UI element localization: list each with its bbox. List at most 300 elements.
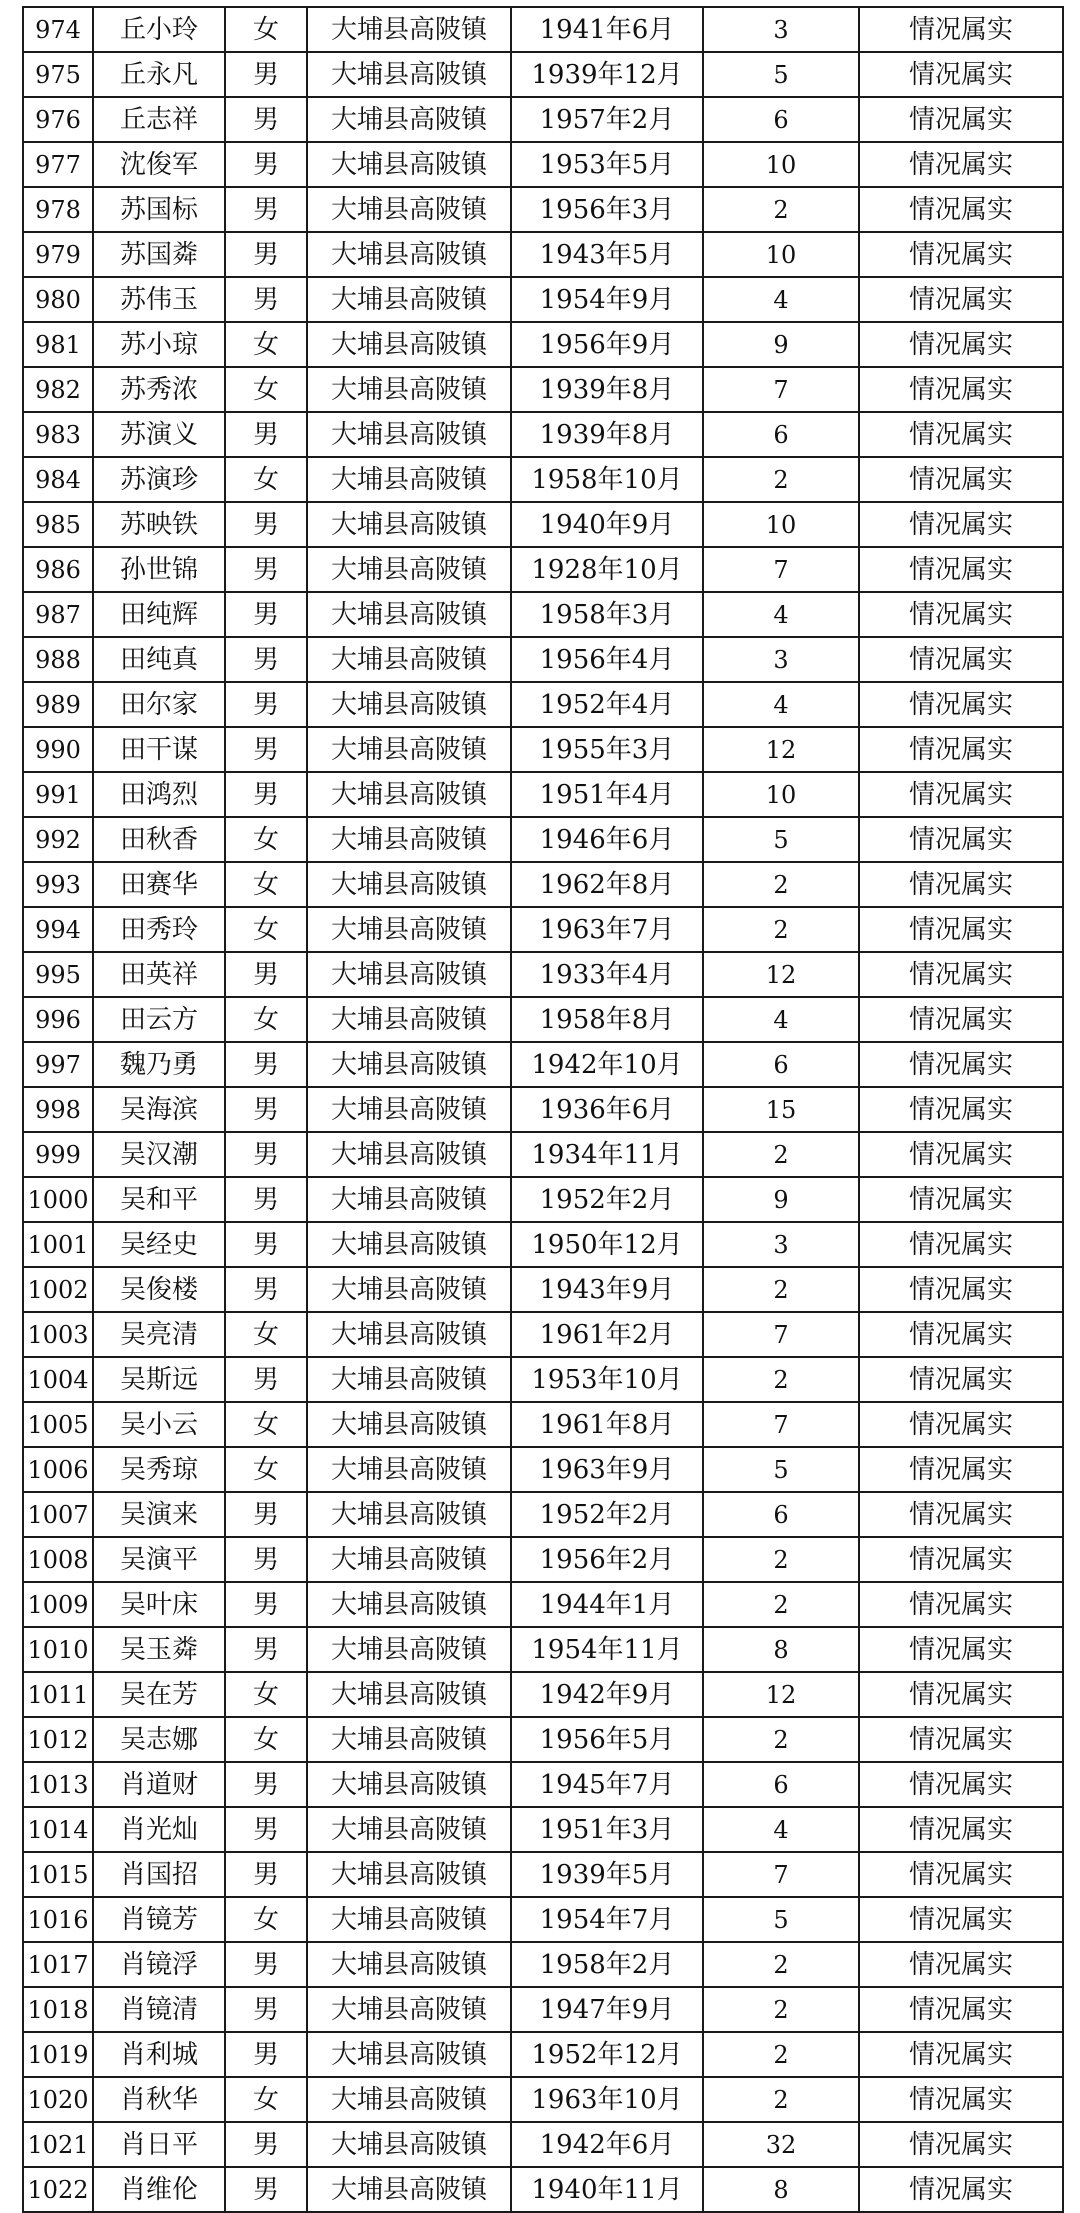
serial-number-cell: 992 <box>23 817 93 862</box>
gender-cell: 女 <box>225 1897 307 1942</box>
serial-number-cell: 997 <box>23 1042 93 1087</box>
birth-date-cell: 1958年2月 <box>511 1942 703 1987</box>
verification-status-cell: 情况属实 <box>859 1852 1063 1897</box>
serial-number-cell: 983 <box>23 412 93 457</box>
birth-date-cell: 1952年2月 <box>511 1492 703 1537</box>
birth-date-cell: 1933年4月 <box>511 952 703 997</box>
serial-number-cell: 978 <box>23 187 93 232</box>
birth-date-cell: 1934年11月 <box>511 1132 703 1177</box>
serial-number-cell: 1014 <box>23 1807 93 1852</box>
table-row <box>23 1402 1063 1447</box>
name-cell: 田英祥 <box>93 952 225 997</box>
gender-cell: 男 <box>225 1042 307 1087</box>
table-row <box>23 1807 1063 1852</box>
gender-cell: 男 <box>225 412 307 457</box>
verification-status-cell: 情况属实 <box>859 1222 1063 1267</box>
table-row <box>23 1762 1063 1807</box>
birth-date-cell: 1941年6月 <box>511 7 703 52</box>
gender-cell: 男 <box>225 1132 307 1177</box>
address-cell: 大埔县高陂镇 <box>307 1402 511 1447</box>
serial-number-cell: 1019 <box>23 2032 93 2077</box>
table-row <box>23 1537 1063 1582</box>
serial-number-cell: 980 <box>23 277 93 322</box>
gender-cell: 男 <box>225 772 307 817</box>
address-cell: 大埔县高陂镇 <box>307 907 511 952</box>
verification-status-cell: 情况属实 <box>859 862 1063 907</box>
name-cell: 吴志娜 <box>93 1717 225 1762</box>
birth-date-cell: 1957年2月 <box>511 97 703 142</box>
birth-date-cell: 1956年3月 <box>511 187 703 232</box>
address-cell: 大埔县高陂镇 <box>307 1357 511 1402</box>
gender-cell: 女 <box>225 2077 307 2122</box>
address-cell: 大埔县高陂镇 <box>307 1537 511 1582</box>
serial-number-cell: 977 <box>23 142 93 187</box>
verification-status-cell: 情况属实 <box>859 1132 1063 1177</box>
birth-date-cell: 1942年9月 <box>511 1672 703 1717</box>
table-row <box>23 2032 1063 2077</box>
address-cell: 大埔县高陂镇 <box>307 7 511 52</box>
verification-status-cell: 情况属实 <box>859 1942 1063 1987</box>
gender-cell: 男 <box>225 547 307 592</box>
gender-cell: 男 <box>225 2122 307 2167</box>
name-cell: 吴经史 <box>93 1222 225 1267</box>
birth-date-cell: 1947年9月 <box>511 1987 703 2032</box>
count-cell: 12 <box>703 952 859 997</box>
verification-status-cell: 情况属实 <box>859 322 1063 367</box>
birth-date-cell: 1952年4月 <box>511 682 703 727</box>
verification-status-cell: 情况属实 <box>859 1987 1063 2032</box>
birth-date-cell: 1942年6月 <box>511 2122 703 2167</box>
verification-status-cell: 情况属实 <box>859 997 1063 1042</box>
table-row <box>23 412 1063 457</box>
count-cell: 3 <box>703 1222 859 1267</box>
address-cell: 大埔县高陂镇 <box>307 1942 511 1987</box>
count-cell: 2 <box>703 2077 859 2122</box>
serial-number-cell: 1016 <box>23 1897 93 1942</box>
name-cell: 田赛华 <box>93 862 225 907</box>
address-cell: 大埔县高陂镇 <box>307 1852 511 1897</box>
table-row <box>23 1942 1063 1987</box>
name-cell: 田秋香 <box>93 817 225 862</box>
table-row <box>23 187 1063 232</box>
name-cell: 苏伟玉 <box>93 277 225 322</box>
count-cell: 3 <box>703 7 859 52</box>
gender-cell: 男 <box>225 1492 307 1537</box>
verification-status-cell: 情况属实 <box>859 2032 1063 2077</box>
serial-number-cell: 1009 <box>23 1582 93 1627</box>
name-cell: 苏国标 <box>93 187 225 232</box>
serial-number-cell: 998 <box>23 1087 93 1132</box>
gender-cell: 女 <box>225 1447 307 1492</box>
table-row <box>23 97 1063 142</box>
verification-status-cell: 情况属实 <box>859 1042 1063 1087</box>
count-cell: 2 <box>703 862 859 907</box>
birth-date-cell: 1942年10月 <box>511 1042 703 1087</box>
table-row <box>23 952 1063 997</box>
table-row <box>23 1267 1063 1312</box>
verification-status-cell: 情况属实 <box>859 1582 1063 1627</box>
gender-cell: 女 <box>225 1672 307 1717</box>
serial-number-cell: 981 <box>23 322 93 367</box>
count-cell: 5 <box>703 52 859 97</box>
address-cell: 大埔县高陂镇 <box>307 1312 511 1357</box>
serial-number-cell: 1001 <box>23 1222 93 1267</box>
serial-number-cell: 994 <box>23 907 93 952</box>
verification-status-cell: 情况属实 <box>859 1807 1063 1852</box>
serial-number-cell: 1008 <box>23 1537 93 1582</box>
count-cell: 2 <box>703 1132 859 1177</box>
birth-date-cell: 1956年9月 <box>511 322 703 367</box>
table-row <box>23 367 1063 412</box>
birth-date-cell: 1958年3月 <box>511 592 703 637</box>
count-cell: 2 <box>703 2032 859 2077</box>
address-cell: 大埔县高陂镇 <box>307 142 511 187</box>
name-cell: 魏乃勇 <box>93 1042 225 1087</box>
name-cell: 吴和平 <box>93 1177 225 1222</box>
verification-status-cell: 情况属实 <box>859 1177 1063 1222</box>
verification-status-cell: 情况属实 <box>859 1627 1063 1672</box>
table-row <box>23 772 1063 817</box>
address-cell: 大埔县高陂镇 <box>307 322 511 367</box>
name-cell: 吴玉粦 <box>93 1627 225 1672</box>
address-cell: 大埔县高陂镇 <box>307 1267 511 1312</box>
name-cell: 吴斯远 <box>93 1357 225 1402</box>
address-cell: 大埔县高陂镇 <box>307 862 511 907</box>
table-row <box>23 997 1063 1042</box>
birth-date-cell: 1946年6月 <box>511 817 703 862</box>
verification-status-cell: 情况属实 <box>859 367 1063 412</box>
count-cell: 6 <box>703 1492 859 1537</box>
table-row <box>23 7 1063 52</box>
address-cell: 大埔县高陂镇 <box>307 1762 511 1807</box>
address-cell: 大埔县高陂镇 <box>307 52 511 97</box>
gender-cell: 女 <box>225 817 307 862</box>
count-cell: 9 <box>703 322 859 367</box>
table-row <box>23 1627 1063 1672</box>
address-cell: 大埔县高陂镇 <box>307 1132 511 1177</box>
gender-cell: 男 <box>225 1087 307 1132</box>
verification-status-cell: 情况属实 <box>859 142 1063 187</box>
verification-status-cell: 情况属实 <box>859 682 1063 727</box>
gender-cell: 女 <box>225 7 307 52</box>
address-cell: 大埔县高陂镇 <box>307 367 511 412</box>
serial-number-cell: 990 <box>23 727 93 772</box>
record-table <box>22 6 1064 2213</box>
birth-date-cell: 1963年7月 <box>511 907 703 952</box>
count-cell: 4 <box>703 1807 859 1852</box>
serial-number-cell: 993 <box>23 862 93 907</box>
table-row <box>23 1987 1063 2032</box>
count-cell: 2 <box>703 457 859 502</box>
table-row <box>23 1897 1063 1942</box>
birth-date-cell: 1939年8月 <box>511 412 703 457</box>
name-cell: 田云方 <box>93 997 225 1042</box>
table-row <box>23 592 1063 637</box>
count-cell: 2 <box>703 1717 859 1762</box>
gender-cell: 男 <box>225 2032 307 2077</box>
verification-status-cell: 情况属实 <box>859 1312 1063 1357</box>
address-cell: 大埔县高陂镇 <box>307 277 511 322</box>
serial-number-cell: 976 <box>23 97 93 142</box>
table-row <box>23 547 1063 592</box>
verification-status-cell: 情况属实 <box>859 637 1063 682</box>
serial-number-cell: 1004 <box>23 1357 93 1402</box>
table-row <box>23 1312 1063 1357</box>
birth-date-cell: 1940年11月 <box>511 2167 703 2212</box>
serial-number-cell: 1022 <box>23 2167 93 2212</box>
gender-cell: 男 <box>225 1267 307 1312</box>
gender-cell: 女 <box>225 457 307 502</box>
count-cell: 15 <box>703 1087 859 1132</box>
verification-status-cell: 情况属实 <box>859 52 1063 97</box>
address-cell: 大埔县高陂镇 <box>307 727 511 772</box>
gender-cell: 男 <box>225 1762 307 1807</box>
table-row <box>23 1222 1063 1267</box>
serial-number-cell: 1000 <box>23 1177 93 1222</box>
address-cell: 大埔县高陂镇 <box>307 637 511 682</box>
serial-number-cell: 1017 <box>23 1942 93 1987</box>
birth-date-cell: 1963年10月 <box>511 2077 703 2122</box>
name-cell: 肖维伦 <box>93 2167 225 2212</box>
birth-date-cell: 1954年9月 <box>511 277 703 322</box>
birth-date-cell: 1944年1月 <box>511 1582 703 1627</box>
birth-date-cell: 1952年2月 <box>511 1177 703 1222</box>
birth-date-cell: 1939年5月 <box>511 1852 703 1897</box>
serial-number-cell: 1002 <box>23 1267 93 1312</box>
verification-status-cell: 情况属实 <box>859 727 1063 772</box>
birth-date-cell: 1954年7月 <box>511 1897 703 1942</box>
serial-number-cell: 1015 <box>23 1852 93 1897</box>
address-cell: 大埔县高陂镇 <box>307 1492 511 1537</box>
table-row <box>23 1042 1063 1087</box>
name-cell: 肖利城 <box>93 2032 225 2077</box>
address-cell: 大埔县高陂镇 <box>307 2077 511 2122</box>
table-row <box>23 1087 1063 1132</box>
gender-cell: 男 <box>225 502 307 547</box>
count-cell: 6 <box>703 412 859 457</box>
address-cell: 大埔县高陂镇 <box>307 232 511 277</box>
serial-number-cell: 975 <box>23 52 93 97</box>
birth-date-cell: 1954年11月 <box>511 1627 703 1672</box>
name-cell: 吴小云 <box>93 1402 225 1447</box>
address-cell: 大埔县高陂镇 <box>307 2032 511 2077</box>
verification-status-cell: 情况属实 <box>859 1492 1063 1537</box>
gender-cell: 男 <box>225 97 307 142</box>
gender-cell: 男 <box>225 1627 307 1672</box>
count-cell: 4 <box>703 997 859 1042</box>
verification-status-cell: 情况属实 <box>859 1897 1063 1942</box>
serial-number-cell: 999 <box>23 1132 93 1177</box>
table-row <box>23 817 1063 862</box>
table-row <box>23 682 1063 727</box>
verification-status-cell: 情况属实 <box>859 952 1063 997</box>
birth-date-cell: 1953年10月 <box>511 1357 703 1402</box>
name-cell: 肖镜芳 <box>93 1897 225 1942</box>
address-cell: 大埔县高陂镇 <box>307 547 511 592</box>
gender-cell: 男 <box>225 1987 307 2032</box>
verification-status-cell: 情况属实 <box>859 1447 1063 1492</box>
count-cell: 12 <box>703 727 859 772</box>
address-cell: 大埔县高陂镇 <box>307 1627 511 1672</box>
count-cell: 2 <box>703 1582 859 1627</box>
name-cell: 肖镜清 <box>93 1987 225 2032</box>
count-cell: 5 <box>703 817 859 862</box>
birth-date-cell: 1961年2月 <box>511 1312 703 1357</box>
verification-status-cell: 情况属实 <box>859 1717 1063 1762</box>
serial-number-cell: 974 <box>23 7 93 52</box>
table-row <box>23 502 1063 547</box>
verification-status-cell: 情况属实 <box>859 1762 1063 1807</box>
name-cell: 吴汉潮 <box>93 1132 225 1177</box>
birth-date-cell: 1958年8月 <box>511 997 703 1042</box>
name-cell: 肖日平 <box>93 2122 225 2167</box>
count-cell: 4 <box>703 592 859 637</box>
count-cell: 2 <box>703 1987 859 2032</box>
count-cell: 7 <box>703 547 859 592</box>
gender-cell: 男 <box>225 1582 307 1627</box>
serial-number-cell: 1020 <box>23 2077 93 2122</box>
name-cell: 丘永凡 <box>93 52 225 97</box>
address-cell: 大埔县高陂镇 <box>307 1717 511 1762</box>
gender-cell: 女 <box>225 322 307 367</box>
name-cell: 吴亮清 <box>93 1312 225 1357</box>
address-cell: 大埔县高陂镇 <box>307 1987 511 2032</box>
count-cell: 2 <box>703 1537 859 1582</box>
verification-status-cell: 情况属实 <box>859 7 1063 52</box>
gender-cell: 男 <box>225 1852 307 1897</box>
serial-number-cell: 1003 <box>23 1312 93 1357</box>
verification-status-cell: 情况属实 <box>859 1537 1063 1582</box>
serial-number-cell: 982 <box>23 367 93 412</box>
table-row <box>23 1132 1063 1177</box>
serial-number-cell: 1018 <box>23 1987 93 2032</box>
birth-date-cell: 1939年12月 <box>511 52 703 97</box>
name-cell: 吴演平 <box>93 1537 225 1582</box>
address-cell: 大埔县高陂镇 <box>307 2122 511 2167</box>
address-cell: 大埔县高陂镇 <box>307 502 511 547</box>
birth-date-cell: 1950年12月 <box>511 1222 703 1267</box>
gender-cell: 女 <box>225 862 307 907</box>
verification-status-cell: 情况属实 <box>859 97 1063 142</box>
serial-number-cell: 1013 <box>23 1762 93 1807</box>
table-row <box>23 322 1063 367</box>
verification-status-cell: 情况属实 <box>859 1087 1063 1132</box>
gender-cell: 女 <box>225 907 307 952</box>
verification-status-cell: 情况属实 <box>859 772 1063 817</box>
address-cell: 大埔县高陂镇 <box>307 187 511 232</box>
count-cell: 12 <box>703 1672 859 1717</box>
serial-number-cell: 1021 <box>23 2122 93 2167</box>
address-cell: 大埔县高陂镇 <box>307 1672 511 1717</box>
birth-date-cell: 1956年4月 <box>511 637 703 682</box>
count-cell: 7 <box>703 367 859 412</box>
name-cell: 苏演珍 <box>93 457 225 502</box>
serial-number-cell: 985 <box>23 502 93 547</box>
count-cell: 6 <box>703 97 859 142</box>
serial-number-cell: 988 <box>23 637 93 682</box>
count-cell: 4 <box>703 277 859 322</box>
address-cell: 大埔县高陂镇 <box>307 412 511 457</box>
serial-number-cell: 1011 <box>23 1672 93 1717</box>
count-cell: 8 <box>703 1627 859 1672</box>
address-cell: 大埔县高陂镇 <box>307 1042 511 1087</box>
name-cell: 苏小琼 <box>93 322 225 367</box>
table-row <box>23 232 1063 277</box>
count-cell: 10 <box>703 232 859 277</box>
name-cell: 肖光灿 <box>93 1807 225 1852</box>
serial-number-cell: 989 <box>23 682 93 727</box>
name-cell: 苏国粦 <box>93 232 225 277</box>
count-cell: 3 <box>703 637 859 682</box>
table-row <box>23 52 1063 97</box>
verification-status-cell: 情况属实 <box>859 907 1063 952</box>
table-row <box>23 637 1063 682</box>
name-cell: 苏演义 <box>93 412 225 457</box>
table-row <box>23 1447 1063 1492</box>
verification-status-cell: 情况属实 <box>859 817 1063 862</box>
name-cell: 孙世锦 <box>93 547 225 592</box>
birth-date-cell: 1936年6月 <box>511 1087 703 1132</box>
table-row <box>23 862 1063 907</box>
name-cell: 田尔家 <box>93 682 225 727</box>
table-row <box>23 1717 1063 1762</box>
address-cell: 大埔县高陂镇 <box>307 2167 511 2212</box>
gender-cell: 男 <box>225 1177 307 1222</box>
table-row <box>23 277 1063 322</box>
table-row <box>23 2167 1063 2212</box>
name-cell: 吴叶床 <box>93 1582 225 1627</box>
serial-number-cell: 987 <box>23 592 93 637</box>
birth-date-cell: 1962年8月 <box>511 862 703 907</box>
serial-number-cell: 1006 <box>23 1447 93 1492</box>
gender-cell: 男 <box>225 682 307 727</box>
table-row <box>23 2122 1063 2167</box>
count-cell: 2 <box>703 907 859 952</box>
count-cell: 10 <box>703 142 859 187</box>
verification-status-cell: 情况属实 <box>859 1402 1063 1447</box>
verification-status-cell: 情况属实 <box>859 277 1063 322</box>
address-cell: 大埔县高陂镇 <box>307 1447 511 1492</box>
gender-cell: 男 <box>225 187 307 232</box>
name-cell: 田纯真 <box>93 637 225 682</box>
birth-date-cell: 1955年3月 <box>511 727 703 772</box>
name-cell: 肖道财 <box>93 1762 225 1807</box>
gender-cell: 男 <box>225 1807 307 1852</box>
table-row <box>23 907 1063 952</box>
name-cell: 苏秀浓 <box>93 367 225 412</box>
verification-status-cell: 情况属实 <box>859 2122 1063 2167</box>
birth-date-cell: 1952年12月 <box>511 2032 703 2077</box>
name-cell: 吴演来 <box>93 1492 225 1537</box>
serial-number-cell: 1010 <box>23 1627 93 1672</box>
count-cell: 2 <box>703 187 859 232</box>
gender-cell: 女 <box>225 367 307 412</box>
verification-status-cell: 情况属实 <box>859 2167 1063 2212</box>
gender-cell: 男 <box>225 1537 307 1582</box>
serial-number-cell: 984 <box>23 457 93 502</box>
gender-cell: 女 <box>225 1717 307 1762</box>
serial-number-cell: 1007 <box>23 1492 93 1537</box>
count-cell: 6 <box>703 1042 859 1087</box>
name-cell: 田干谋 <box>93 727 225 772</box>
birth-date-cell: 1939年8月 <box>511 367 703 412</box>
birth-date-cell: 1951年3月 <box>511 1807 703 1852</box>
name-cell: 吴海滨 <box>93 1087 225 1132</box>
count-cell: 5 <box>703 1897 859 1942</box>
count-cell: 10 <box>703 772 859 817</box>
serial-number-cell: 995 <box>23 952 93 997</box>
name-cell: 苏映铁 <box>93 502 225 547</box>
